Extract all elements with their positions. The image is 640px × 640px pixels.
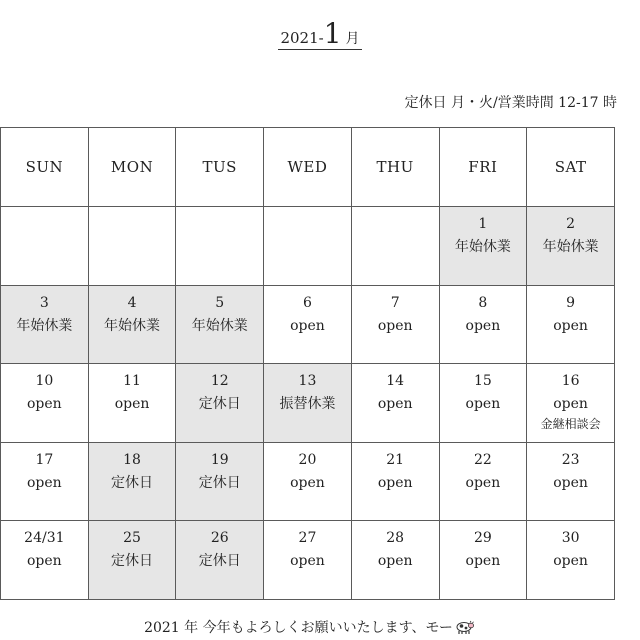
calendar-body (1, 207, 615, 600)
empty-day-cell (1, 207, 89, 286)
day-number: 21 (386, 451, 405, 468)
day-number: 19 (210, 451, 229, 468)
open-status: open (465, 396, 501, 413)
day-cell (264, 364, 352, 443)
day-cell (264, 442, 352, 521)
title-month-unit: 月 (345, 31, 360, 47)
closed-status: 定休日 (111, 474, 154, 491)
day-cell (1, 285, 89, 364)
day-number: 23 (561, 451, 580, 468)
day-number: 9 (566, 294, 576, 311)
weekday-wed: WED (264, 128, 352, 207)
title-year: 2021- (280, 29, 324, 47)
day-cell (351, 285, 439, 364)
day-number: 18 (123, 451, 141, 468)
day-number: 6 (303, 294, 312, 311)
day-cell (176, 364, 264, 443)
day-number: 25 (123, 530, 141, 547)
open-status: open (377, 474, 413, 491)
day-cell (88, 442, 176, 521)
day-number: 15 (473, 373, 492, 390)
day-cell (1, 364, 89, 443)
day-number: 5 (215, 294, 225, 311)
closed-status: 年始休業 (16, 317, 73, 334)
open-status: open (465, 317, 501, 334)
open-status: open (465, 474, 501, 491)
week-row (1, 442, 615, 521)
open-status: open (553, 396, 588, 413)
day-number: 11 (123, 373, 141, 390)
day-number: 28 (386, 530, 405, 547)
day-number: 4 (127, 294, 137, 311)
day-number: 8 (478, 294, 488, 311)
day-cell (176, 285, 264, 364)
calendar-grid (0, 127, 615, 600)
day-cell (439, 285, 527, 364)
day-cell (1, 442, 89, 521)
closed-status: 定休日 (111, 553, 154, 570)
closed-status: 年始休業 (191, 317, 248, 334)
open-status: open (290, 553, 325, 570)
closed-status: 定休日 (198, 553, 241, 570)
open-status: open (377, 317, 413, 334)
footer-message: 2021 年 今年もよろしくお願いいたします、モー (144, 620, 453, 636)
day-cell (176, 442, 264, 521)
day-number: 10 (35, 373, 54, 390)
day-cell (527, 207, 615, 286)
closed-status: 定休日 (198, 396, 241, 413)
event-note: 金継相談会 (540, 417, 601, 432)
day-number: 26 (210, 530, 229, 547)
weekday-thu: THU (351, 128, 439, 207)
day-number: 22 (473, 451, 492, 468)
weekday-sat: SAT (527, 128, 615, 207)
day-cell (88, 364, 176, 443)
day-number: 29 (473, 530, 492, 547)
day-number: 30 (561, 530, 580, 547)
day-cell (439, 207, 527, 286)
open-status: open (377, 396, 413, 413)
footer-message-line (0, 617, 618, 639)
day-cell (88, 521, 176, 600)
day-number: 17 (35, 451, 54, 468)
empty-day-cell (176, 207, 264, 286)
day-cell (176, 521, 264, 600)
day-cell (88, 285, 176, 364)
title-underline (278, 17, 361, 50)
closed-status: 振替休業 (279, 396, 336, 413)
week-row (1, 285, 615, 364)
open-status: open (553, 553, 588, 570)
weekday-sun: SUN (1, 128, 89, 207)
week-row (1, 521, 615, 600)
day-cell (1, 521, 89, 600)
day-cell (527, 285, 615, 364)
empty-day-cell (351, 207, 439, 286)
day-number: 24/31 (24, 530, 65, 547)
day-number: 13 (298, 373, 317, 390)
open-status: open (290, 317, 325, 334)
weekday-tue: TUS (176, 128, 264, 207)
open-status: open (27, 396, 62, 413)
day-cell (439, 364, 527, 443)
cow-icon (454, 619, 474, 639)
day-cell (264, 521, 352, 600)
day-cell (527, 521, 615, 600)
week-row (1, 207, 615, 286)
day-number: 2 (566, 216, 576, 232)
open-status: open (553, 474, 588, 491)
closed-status: 年始休業 (454, 239, 511, 255)
weekday-header-row (1, 128, 615, 207)
day-number: 14 (386, 373, 405, 390)
closed-status: 定休日 (198, 474, 241, 491)
empty-day-cell (264, 207, 352, 286)
open-status: open (553, 317, 588, 334)
day-cell (264, 285, 352, 364)
day-number: 27 (298, 530, 317, 547)
day-cell (351, 364, 439, 443)
open-status: open (377, 553, 413, 570)
day-number: 3 (39, 294, 49, 311)
title-month: 1 (323, 17, 342, 50)
day-cell (527, 442, 615, 521)
day-number: 7 (390, 294, 400, 311)
day-cell (527, 364, 615, 443)
week-row (1, 364, 615, 443)
day-cell (439, 442, 527, 521)
day-cell (439, 521, 527, 600)
open-status: open (465, 553, 501, 570)
closed-status: 年始休業 (542, 239, 599, 255)
open-status: open (27, 553, 62, 570)
calendar-title (0, 17, 640, 50)
day-cell (351, 521, 439, 600)
weekday-mon: MON (88, 128, 176, 207)
open-status: open (290, 474, 325, 491)
empty-day-cell (88, 207, 176, 286)
open-status: open (27, 474, 62, 491)
closed-status: 年始休業 (104, 317, 161, 334)
weekday-fri: FRI (439, 128, 527, 207)
day-number: 1 (478, 216, 488, 232)
day-number: 12 (210, 373, 229, 390)
day-number: 16 (561, 373, 580, 390)
open-status: open (114, 396, 150, 413)
day-number: 20 (298, 451, 317, 468)
day-cell (351, 442, 439, 521)
business-hours-note: 定休日 月・火/営業時間 12-17 時 (404, 95, 617, 111)
